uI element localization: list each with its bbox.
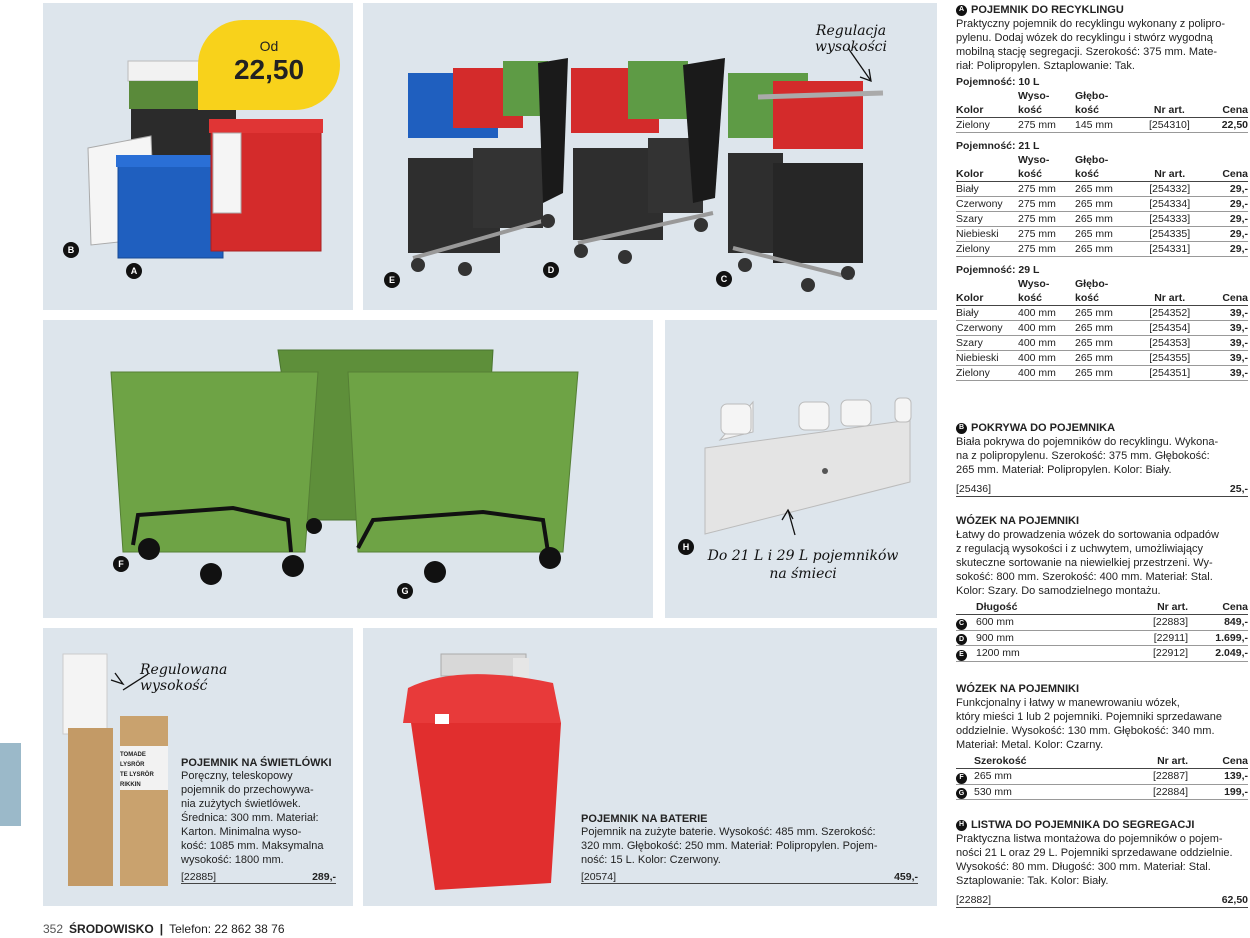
battery-bin-image bbox=[363, 628, 583, 906]
col-price: Cena bbox=[1188, 600, 1248, 615]
desc-line: nia zużytych świetlówek. bbox=[181, 798, 301, 810]
capacity-caption: Pojemność: 10 L bbox=[956, 76, 1040, 88]
cell-height: 275 mm bbox=[1018, 212, 1075, 227]
price: 289,- bbox=[312, 871, 336, 883]
col-color: Kolor bbox=[956, 89, 1018, 118]
fluorescent-title: POJEMNIK NA ŚWIETLÓWKI bbox=[181, 757, 332, 769]
desc-line: Funkcjonalny i łatwy w manewrowaniu wózek, bbox=[956, 697, 1180, 709]
table-row bbox=[956, 351, 1248, 366]
fluorescent-product bbox=[181, 757, 336, 884]
side-tab bbox=[0, 743, 21, 826]
desc-line: kość: 1085 mm. Maksymalna bbox=[181, 840, 324, 852]
cell-price: 139,- bbox=[1188, 769, 1248, 785]
table-row bbox=[956, 306, 1248, 321]
page-number: 352 bbox=[43, 922, 64, 936]
carton-label-line-1: TOMADE LYSRÖR bbox=[120, 752, 146, 768]
cell-depth: 265 mm bbox=[1075, 227, 1135, 242]
marker-a-bullet: A bbox=[956, 5, 967, 16]
marker-h-bullet: H bbox=[956, 820, 967, 831]
green-bins-image bbox=[43, 320, 653, 618]
desc-line: riał: Polipropylen. Sztaplowanie: Tak. bbox=[956, 60, 1135, 72]
price: 459,- bbox=[894, 871, 918, 883]
marker-e: E bbox=[384, 272, 400, 288]
desc-line: pylenu. Dodaj wózek do recyklingu i stwórz wygodną bbox=[956, 32, 1213, 44]
cell-price: 39,- bbox=[1204, 366, 1248, 381]
col-depth-2: kość bbox=[1075, 292, 1099, 304]
price: 25,- bbox=[1229, 483, 1248, 495]
cell-color: Zielony bbox=[956, 366, 1018, 381]
desc-line: Pojemnik na zużyte baterie. Wysokość: 485 mm. Szerokość: bbox=[581, 826, 876, 838]
cell-art: [22884] bbox=[1102, 784, 1188, 800]
col-price: Cena bbox=[1204, 89, 1248, 118]
lid-desc bbox=[956, 435, 1248, 477]
row-marker bbox=[956, 646, 976, 662]
rail-title: LISTWA DO POJEMNIKA DO SEGREGACJI bbox=[971, 819, 1195, 831]
page-footer bbox=[43, 922, 285, 936]
cell-art: [22912] bbox=[1094, 646, 1188, 662]
col-depth-2: kość bbox=[1075, 168, 1099, 180]
article-number: [22885] bbox=[181, 871, 217, 883]
cell-price: 39,- bbox=[1204, 336, 1248, 351]
cell-price: 1.699,- bbox=[1188, 630, 1248, 646]
trolley1-desc bbox=[956, 528, 1248, 598]
table-row bbox=[956, 197, 1248, 212]
cell-height: 400 mm bbox=[1018, 351, 1075, 366]
cell-length: 900 mm bbox=[976, 630, 1094, 646]
desc-line: mobilną stację segregacji. Szerokość: 375 mm. Mate- bbox=[956, 46, 1218, 58]
annotation-rail-note-1: Do 21 L i 29 L pojemników bbox=[707, 548, 899, 564]
recycling-tables bbox=[956, 75, 1248, 381]
desc-line: Karton. Minimalna wyso- bbox=[181, 826, 302, 838]
col-width: Szerokość bbox=[974, 754, 1102, 769]
section-trolley-small bbox=[956, 682, 1248, 800]
cell-depth: 265 mm bbox=[1075, 197, 1135, 212]
desc-line: który mieści 1 lub 2 pojemniki. Pojemniki sprzedawane bbox=[956, 711, 1222, 723]
cell-price: 29,- bbox=[1204, 197, 1248, 212]
cell-art: [254351] bbox=[1135, 366, 1204, 381]
footer-separator: | bbox=[159, 922, 164, 936]
cell-length: 1200 mm bbox=[976, 646, 1094, 662]
col-depth-1: Głębo- bbox=[1075, 278, 1109, 290]
cell-price: 29,- bbox=[1204, 242, 1248, 257]
cell-price: 2.049,- bbox=[1188, 646, 1248, 662]
cell-depth: 265 mm bbox=[1075, 336, 1135, 351]
cell-price: 39,- bbox=[1204, 351, 1248, 366]
cell-art: [254332] bbox=[1135, 182, 1204, 197]
table-row bbox=[956, 182, 1248, 197]
marker-a: A bbox=[126, 263, 142, 279]
col-height bbox=[1018, 153, 1075, 182]
col-art: Nr art. bbox=[1135, 153, 1204, 182]
cell-height: 275 mm bbox=[1018, 242, 1075, 257]
rail-heading bbox=[956, 818, 1248, 832]
cell-art: [254333] bbox=[1135, 212, 1204, 227]
desc-line: ności 21 L oraz 29 L. Pojemniki sprzedawane oddzielnie. bbox=[956, 847, 1233, 859]
desc-line: Średnica: 300 mm. Materiał: bbox=[181, 812, 319, 824]
row-marker bbox=[956, 769, 974, 785]
col-height-2: kość bbox=[1018, 168, 1042, 180]
footer-phone: Telefon: 22 862 38 76 bbox=[169, 922, 285, 936]
cell-price: 39,- bbox=[1204, 306, 1248, 321]
recycling-title: POJEMNIK DO RECYKLINGU bbox=[971, 4, 1124, 16]
cell-depth: 145 mm bbox=[1075, 118, 1135, 133]
row-marker-bullet: C bbox=[956, 619, 967, 630]
fluorescent-desc bbox=[181, 769, 336, 867]
footer-section: ŚRODOWISKO bbox=[69, 922, 154, 936]
table-row bbox=[956, 212, 1248, 227]
cell-price: 29,- bbox=[1204, 182, 1248, 197]
desc-line: Poręczny, teleskopowy bbox=[181, 770, 293, 782]
desc-line: Kolor: Szary. Do samodzielnego montażu. bbox=[956, 585, 1161, 597]
cell-price: 39,- bbox=[1204, 321, 1248, 336]
cell-height: 275 mm bbox=[1018, 227, 1075, 242]
cell-color: Czerwony bbox=[956, 321, 1018, 336]
section-trolley-sorting bbox=[956, 514, 1248, 662]
col-height-2: kość bbox=[1018, 104, 1042, 116]
cell-price: 22,50 bbox=[1204, 118, 1248, 133]
cell-color: Szary bbox=[956, 336, 1018, 351]
table-row bbox=[956, 630, 1248, 646]
row-marker-bullet: G bbox=[956, 788, 967, 799]
battery-price-line bbox=[581, 871, 918, 884]
trolley1-title: WÓZEK NA POJEMNIKI bbox=[956, 515, 1080, 527]
cell-color: Biały bbox=[956, 182, 1018, 197]
desc-line: Łatwy do prowadzenia wózek do sortowania odpadów bbox=[956, 529, 1219, 541]
cell-art: [22883] bbox=[1094, 615, 1188, 631]
cell-height: 275 mm bbox=[1018, 118, 1075, 133]
col-art: Nr art. bbox=[1102, 754, 1188, 769]
desc-line: Wysokość: 80 mm. Długość: 300 mm. Materiał: Stal. bbox=[956, 861, 1211, 873]
table-row bbox=[956, 646, 1248, 662]
table-row bbox=[956, 242, 1248, 257]
col-height-2: kość bbox=[1018, 292, 1042, 304]
table-row bbox=[956, 321, 1248, 336]
cell-art: [254335] bbox=[1135, 227, 1204, 242]
col-depth-1: Głębo- bbox=[1075, 90, 1109, 102]
cell-art: [254331] bbox=[1135, 242, 1204, 257]
col-art: Nr art. bbox=[1094, 600, 1188, 615]
battery-product bbox=[581, 813, 918, 884]
cell-depth: 265 mm bbox=[1075, 366, 1135, 381]
price-badge-value: 22,50 bbox=[233, 54, 305, 85]
cell-depth: 265 mm bbox=[1075, 182, 1135, 197]
table-row bbox=[956, 366, 1248, 381]
desc-line: pojemnik do przechowywa- bbox=[181, 784, 314, 796]
desc-line: wysokość: 1800 mm. bbox=[181, 854, 284, 866]
desc-line: Praktyczna listwa montażowa do pojemników o pojem- bbox=[956, 833, 1223, 845]
table-row bbox=[956, 118, 1248, 133]
col-depth bbox=[1075, 153, 1135, 182]
row-marker-bullet: F bbox=[956, 773, 967, 784]
recycling-heading bbox=[956, 3, 1248, 17]
col-depth-2: kość bbox=[1075, 104, 1099, 116]
row-marker bbox=[956, 615, 976, 631]
cell-color: Niebieski bbox=[956, 227, 1018, 242]
trolley2-title: WÓZEK NA POJEMNIKI bbox=[956, 683, 1080, 695]
cell-art: [254354] bbox=[1135, 321, 1204, 336]
carton-label-line-2: TE LYSRÖR bbox=[120, 772, 154, 778]
annotation-rail-note-2: na śmieci bbox=[769, 566, 837, 582]
trolley1-table bbox=[956, 600, 1248, 662]
desc-line: ność: 15 L. Kolor: Czerwony. bbox=[581, 854, 721, 866]
cell-depth: 265 mm bbox=[1075, 306, 1135, 321]
cell-price: 849,- bbox=[1188, 615, 1248, 631]
article-number: [25436] bbox=[956, 483, 992, 495]
cell-height: 400 mm bbox=[1018, 306, 1075, 321]
lid-title: POKRYWA DO POJEMNIKA bbox=[971, 422, 1116, 434]
annotation-adjustable-height: Regulowana wysokość bbox=[140, 662, 228, 694]
table-row bbox=[956, 227, 1248, 242]
col-length: Długość bbox=[976, 600, 1094, 615]
cell-width: 530 mm bbox=[974, 784, 1102, 800]
cell-color: Biały bbox=[956, 306, 1018, 321]
cell-art: [254334] bbox=[1135, 197, 1204, 212]
row-marker bbox=[956, 784, 974, 800]
cell-color: Zielony bbox=[956, 118, 1018, 133]
col-color: Kolor bbox=[956, 277, 1018, 306]
col-art: Nr art. bbox=[1135, 277, 1204, 306]
cell-width: 265 mm bbox=[974, 769, 1102, 785]
capacity-table bbox=[956, 277, 1248, 381]
cell-art: [254355] bbox=[1135, 351, 1204, 366]
table-row bbox=[956, 784, 1248, 800]
article-number: [20574] bbox=[581, 871, 617, 883]
col-height-1: Wyso- bbox=[1018, 278, 1050, 290]
cell-color: Niebieski bbox=[956, 351, 1018, 366]
desc-line: z regulacją wysokości i z uchwytem, umożliwiający bbox=[956, 543, 1203, 555]
cell-price: 199,- bbox=[1188, 784, 1248, 800]
battery-desc bbox=[581, 825, 918, 867]
rail-price-line bbox=[956, 893, 1248, 908]
price: 62,50 bbox=[1221, 894, 1248, 906]
table-row bbox=[956, 336, 1248, 351]
desc-line: Biała pokrywa do pojemników do recyklingu. Wykona- bbox=[956, 436, 1219, 448]
marker-d: D bbox=[543, 262, 559, 278]
lid-price-line bbox=[956, 482, 1248, 497]
capacity-table bbox=[956, 153, 1248, 257]
cell-art: [22887] bbox=[1102, 769, 1188, 785]
cell-art: [254353] bbox=[1135, 336, 1204, 351]
col-height bbox=[1018, 277, 1075, 306]
desc-line: Sztaplowanie: Tak. Kolor: Biały. bbox=[956, 875, 1109, 887]
col-depth bbox=[1075, 277, 1135, 306]
cell-color: Czerwony bbox=[956, 197, 1018, 212]
cell-depth: 265 mm bbox=[1075, 212, 1135, 227]
desc-line: 320 mm. Głębokość: 250 mm. Materiał: Polipropylen. Pojem- bbox=[581, 840, 878, 852]
cell-art: [254310] bbox=[1135, 118, 1204, 133]
marker-b: B bbox=[63, 242, 79, 258]
row-marker bbox=[956, 630, 976, 646]
price-badge-from: Od bbox=[259, 38, 279, 54]
trolley2-desc bbox=[956, 696, 1248, 752]
carton-label-line-3: RIKKIN bbox=[120, 782, 141, 788]
cell-depth: 265 mm bbox=[1075, 351, 1135, 366]
article-number: [22882] bbox=[956, 894, 992, 906]
col-price: Cena bbox=[1188, 754, 1248, 769]
price-badge bbox=[198, 20, 340, 110]
fluorescent-price-line bbox=[181, 871, 336, 884]
section-lid bbox=[956, 421, 1248, 497]
cell-height: 400 mm bbox=[1018, 336, 1075, 351]
desc-line: Materiał: Metal. Kolor: Czarny. bbox=[956, 739, 1104, 751]
desc-line: Praktyczny pojemnik do recyklingu wykonany z polipro- bbox=[956, 18, 1226, 30]
cell-height: 275 mm bbox=[1018, 182, 1075, 197]
annotation-height-regulation: Regulacja wysokości bbox=[815, 23, 887, 55]
cell-depth: 265 mm bbox=[1075, 242, 1135, 257]
table-row bbox=[956, 615, 1248, 631]
recycling-desc bbox=[956, 17, 1248, 73]
capacity-caption: Pojemność: 29 L bbox=[956, 264, 1040, 276]
lid-heading bbox=[956, 421, 1248, 435]
section-rail bbox=[956, 818, 1248, 908]
col-height-1: Wyso- bbox=[1018, 154, 1050, 166]
cell-color: Zielony bbox=[956, 242, 1018, 257]
row-marker-bullet: D bbox=[956, 634, 967, 645]
marker-h: H bbox=[678, 539, 694, 555]
col-height bbox=[1018, 89, 1075, 118]
capacity-table bbox=[956, 89, 1248, 133]
cell-price: 29,- bbox=[1204, 227, 1248, 242]
trolley2-table bbox=[956, 754, 1248, 800]
desc-line: oddzielnie. Wysokość: 130 mm. Głębokość: 340 mm. bbox=[956, 725, 1215, 737]
col-art: Nr art. bbox=[1135, 89, 1204, 118]
section-recycling bbox=[956, 3, 1248, 381]
battery-title: POJEMNIK NA BATERIE bbox=[581, 813, 708, 825]
cell-length: 600 mm bbox=[976, 615, 1094, 631]
cell-height: 400 mm bbox=[1018, 366, 1075, 381]
marker-b-bullet: B bbox=[956, 423, 967, 434]
cell-art: [22911] bbox=[1094, 630, 1188, 646]
col-depth-1: Głębo- bbox=[1075, 154, 1109, 166]
desc-line: 265 mm. Materiał: Polipropylen. Kolor: Biały. bbox=[956, 464, 1172, 476]
cell-depth: 265 mm bbox=[1075, 321, 1135, 336]
col-depth bbox=[1075, 89, 1135, 118]
capacity-caption: Pojemność: 21 L bbox=[956, 140, 1040, 152]
rail-desc bbox=[956, 832, 1248, 888]
desc-line: na z polipropylenu. Szerokość: 375 mm. Głębokość: bbox=[956, 450, 1210, 462]
col-price: Cena bbox=[1204, 277, 1248, 306]
table-row bbox=[956, 769, 1248, 785]
col-price: Cena bbox=[1204, 153, 1248, 182]
col-color: Kolor bbox=[956, 153, 1018, 182]
cell-art: [254352] bbox=[1135, 306, 1204, 321]
carton-label bbox=[120, 750, 168, 790]
marker-c: C bbox=[716, 271, 732, 287]
cell-height: 275 mm bbox=[1018, 197, 1075, 212]
cell-height: 400 mm bbox=[1018, 321, 1075, 336]
cell-color: Szary bbox=[956, 212, 1018, 227]
marker-f: F bbox=[113, 556, 129, 572]
marker-g: G bbox=[397, 583, 413, 599]
row-marker-bullet: E bbox=[956, 650, 967, 661]
desc-line: sokość: 800 mm. Szerokość: 400 mm. Materiał: Stal. bbox=[956, 571, 1213, 583]
cell-price: 29,- bbox=[1204, 212, 1248, 227]
desc-line: skuteczne sortowanie na niewielkiej przestrzeni. Wy- bbox=[956, 557, 1213, 569]
col-height-1: Wyso- bbox=[1018, 90, 1050, 102]
